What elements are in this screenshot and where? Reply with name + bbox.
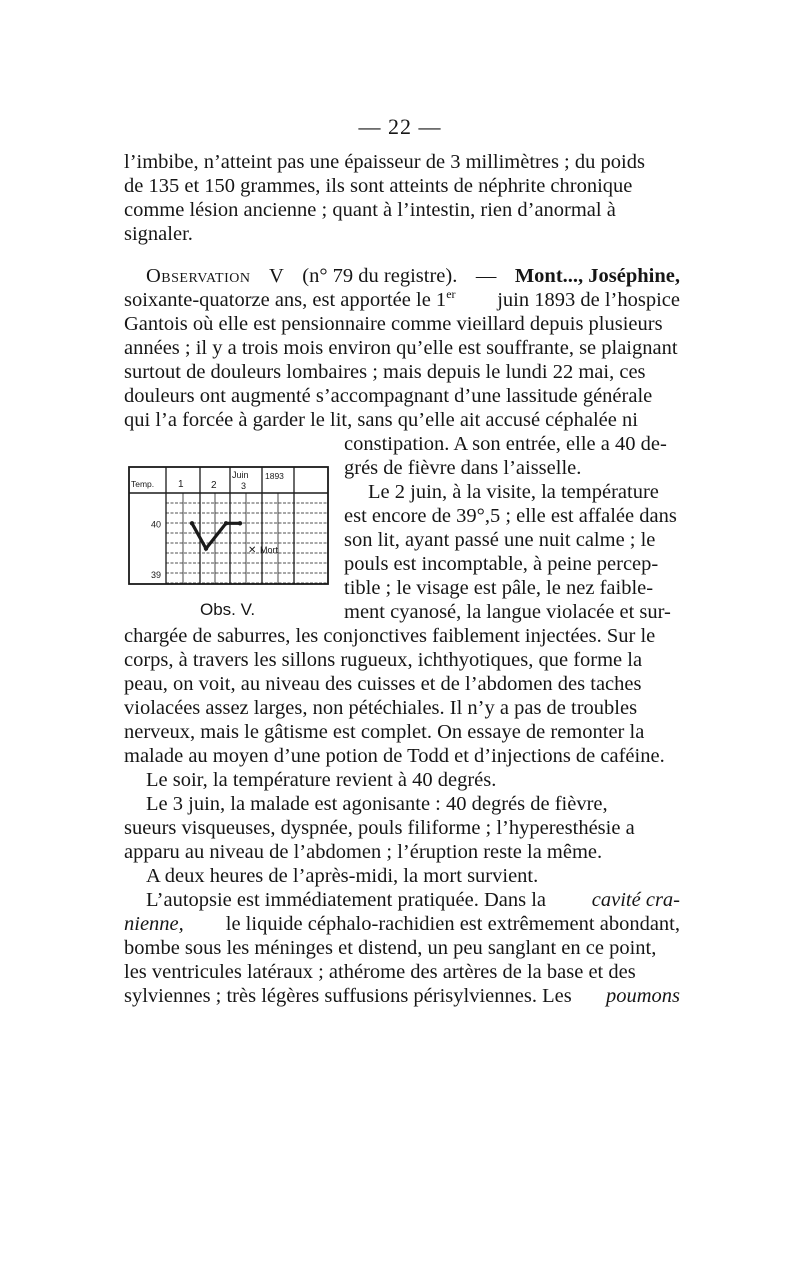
text-line: ment cyanosé, la langue violacée et sur- [344,601,671,623]
chart-header-month: Juin [232,470,249,480]
text-line: A deux heures de l’après-midi, la mort survient. [146,865,539,887]
text-fragment-italic: poumons [605,985,680,1007]
text-line: années ; il y a trois mois environ qu’elle est souffrante, se plaignant [124,337,678,359]
text-line: corps, à travers les sillons rugueux, ichthyotiques, que forme la [124,649,643,671]
chart-header-day-3: 3 [241,481,247,491]
text-line: Le soir, la température revient à 40 degrés. [146,769,497,791]
text-line: chargée de saburres, les conjonctives faiblement injectées. Sur le [124,625,656,647]
text-line: de 135 et 150 grammes, ils sont atteints de néphrite chronique [124,175,633,197]
text-line: constipation. A son entrée, elle a 40 de- [344,433,667,455]
temperature-series-line [192,523,240,548]
text-line: peau, on voit, au niveau des cuisses et de l’abdomen des taches [124,673,642,695]
text-fragment: le liquide céphalo-rachidien est extrêmement abondant, [225,913,680,935]
text-fragment: L’autopsie est immédiatement pratiquée. Dans la [146,889,547,911]
text-line: apparu au niveau de l’abdomen ; l’éruption reste la même. [124,841,603,863]
text-line: bombe sous les méninges et distend, un peu sanglant en ce point, [124,937,657,959]
text-fragment: juin 1893 de l’hospice [497,289,680,311]
text-line: sueurs visqueuses, dyspnée, pouls filiforme ; l’hyperesthésie a [124,817,635,839]
text-line [124,984,680,1008]
text-line: douleurs ont augmenté s’accompagnant d’une lassitude générale [124,385,653,407]
text-line: surtout de douleurs lombaires ; mais depuis le lundi 22 mai, ces [124,361,646,383]
page-number: — 22 — [358,114,442,139]
temperature-point [238,521,242,525]
chart-death-label: Mort [260,545,278,555]
text-line: Le 2 juin, à la visite, la température [368,481,659,503]
text-line: est encore de 39°,5 ; elle est affalée dans [344,505,677,527]
temperature-point [224,521,228,525]
temperature-chart [128,466,330,586]
text-fragment-italic: nienne, [124,913,184,935]
text-line [146,888,680,912]
text-line: l’imbibe, n’atteint pas une épaisseur de 3 millimètres ; du poids [124,151,645,173]
chart-header-year: 1893 [265,471,284,481]
observation-label: Observation [146,265,251,287]
text-line: son lit, ayant passé une nuit calme ; le [344,529,656,551]
chart-header-day-1: 1 [178,479,184,490]
text-line: tible ; le visage est pâle, le nez faible- [344,577,654,599]
text-line: nerveux, mais le gâtisme est complet. On essaye de remonter la [124,721,645,743]
text-line: comme lésion ancienne ; quant à l’intestin, rien d’anormal à [124,199,616,221]
text-line: violacées assez larges, non pétéchiales. Il n’y a pas de troubles [124,697,638,719]
text-fragment: sylviennes ; très légères suffusions périsylviennes. Les [124,985,572,1007]
observation-patient: Mont..., Joséphine, [514,265,680,287]
text-line: Le 3 juin, la malade est agonisante : 40 degrés de fièvre, [146,793,608,815]
chart-y-tick-label: 40 [150,519,162,530]
text-fragment-italic: cavité cra- [591,889,680,911]
observation-registre: (n° 79 du registre). [302,265,458,287]
text-line [124,288,680,312]
observation-number: V [268,265,284,287]
text-line [124,912,680,936]
text-line: Gantois où elle est pensionnaire comme vieillard depuis plusieurs [124,313,663,335]
superscript: er [446,287,456,302]
text-line: malade au moyen d’une potion de Todd et d’injections de caféine. [124,745,665,767]
temperature-point [204,546,208,550]
text-line: les ventricules latéraux ; athérome des artères de la base et des [124,961,636,983]
chart-header-temp: Temp. [131,479,155,489]
text-line: pouls est incomptable, à peine percep- [344,553,659,575]
text-line: qui l’a forcée à garder le lit, sans qu’elle ait accusé céphalée ni [124,409,638,431]
chart-header-day-2: 2 [211,480,217,491]
text-fragment: soixante-quatorze ans, est apportée le 1 [124,289,447,311]
chart-caption: Obs. V. [200,600,256,619]
observation-heading-line [146,264,680,288]
text-line: grés de fièvre dans l’aisselle. [344,457,582,479]
temperature-chart-svg [128,466,330,586]
temperature-point [190,521,194,525]
text-line: signaler. [124,223,193,245]
observation-dash: — [475,265,497,287]
chart-death-marker: ✕ [248,545,257,556]
chart-y-tick-label: 39 [150,569,162,580]
